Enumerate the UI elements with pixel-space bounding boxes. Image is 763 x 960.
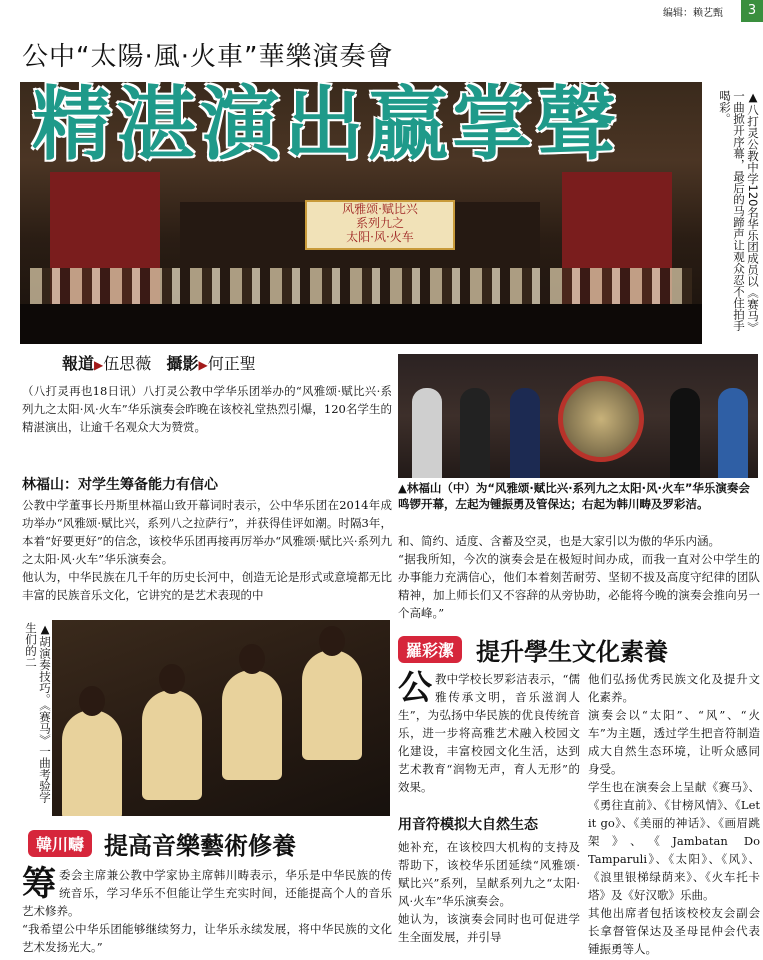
- lead-paragraph: （八打灵再也18日讯）八打灵公教中学华乐团举办的“风雅颂·赋比兴·系列九之太阳·风·火车”华乐演奏会昨晚在该校礼堂热烈引爆，120名学生的精湛演出，让逾千名观众大为赞赏。: [22, 384, 392, 434]
- sectionB-body2: [398, 838, 580, 946]
- gong: [558, 376, 644, 462]
- section1-body: [22, 496, 392, 604]
- sectionA-p2: “我希望公中华乐团能够继续努力，让华乐永续发展，将中华民族的文化艺术发扬光大。”: [22, 922, 392, 954]
- musician-head: [159, 664, 185, 694]
- musician: [222, 670, 282, 780]
- reporter-name: 伍思薇: [103, 354, 152, 373]
- sectionA-title: 提高音樂藝術修養: [104, 832, 297, 860]
- subhead-section1: 林福山：对学生筹备能力有信心: [22, 477, 218, 493]
- gong-caption: ▲林福山（中）为“风雅颂·赋比兴·系列九之太阳·风·火车”华乐演奏会鸣锣开幕，左起为锺振勇及管保达；右起为韩川畴及罗彩洁。: [398, 481, 750, 511]
- musician: [142, 690, 202, 800]
- sectionB-p3: 她认为，该演奏会同时也可促进学生全面发展，并引导: [398, 912, 580, 944]
- musician-head: [239, 644, 265, 674]
- sectionB-dropcap: 公: [398, 668, 432, 708]
- musician-head: [319, 626, 345, 656]
- musician: [302, 650, 362, 760]
- section1-p2: 他认为，中华民族在几千年的历史长河中，创造无论是形式或意境都无比丰富的民族音乐文化，它讲究的是艺术表现的中: [22, 570, 392, 602]
- sectionA-dropcap: 筹: [22, 864, 56, 904]
- sectionB-body: [398, 670, 580, 796]
- person: [460, 388, 490, 478]
- sectionB-title: 提升學生文化素養: [476, 638, 669, 666]
- sectionA-heading: [28, 826, 296, 861]
- section1-p1: 公教中学董事长丹斯里林福山致开幕词时表示，公中华乐团在2014年成功举办“风雅颂·赋比兴，系列八之拉萨行”，并获得佳评如潮。时隔3年，本着“好要更好”的信念，该校华乐团再接再厉举办“风雅颂·赋比兴·系列九之太阳·风·火车”华乐演奏会。: [22, 498, 392, 566]
- report-label: 報道: [62, 354, 95, 373]
- sectionB-p1: 教中学校长罗彩洁表示，“儒雅传承文明，音乐滋润人生”，为弘扬中华民族的优良传统音乐，进一步将高雅艺术融入校园文化建设，丰富校园文化生活，达到艺术教育“润物无声，育人无形”的效果。: [398, 672, 580, 794]
- sectionB-subhead: 用音符模拟大自然生态: [398, 817, 538, 833]
- stage-floor: [20, 304, 702, 344]
- page-number: 3: [741, 0, 763, 22]
- editor-credit: 编辑：赖艺甄: [663, 8, 723, 19]
- sectionA-name: 韓川疇: [28, 830, 92, 857]
- sectionB-name: 羅彩潔: [398, 636, 462, 663]
- headline: 精湛演出赢掌聲: [32, 78, 620, 171]
- stage-banner-line1: 风雅颂·赋比兴: [342, 202, 418, 216]
- gong-photo: [398, 354, 758, 478]
- photographer-name: 何正聖: [207, 354, 256, 373]
- sectionA-p1: 委会主席兼公教中学家协主席韩川畴表示，华乐是中华民族的传统音乐，学习华乐不但能让学生充实时间，还能提高个人的音乐艺术修养。: [22, 868, 392, 918]
- person: [510, 388, 540, 478]
- sectionA-body: [22, 866, 392, 956]
- kicker-title: 公中“太陽·風·火車”華樂演奏會: [22, 42, 394, 72]
- person: [670, 388, 700, 478]
- sectionB-heading: [398, 632, 668, 667]
- arrow-icon: ▶: [198, 358, 208, 372]
- person: [412, 388, 442, 478]
- musician-photo: [52, 620, 390, 816]
- person: [718, 388, 748, 478]
- arrow-icon: ▶: [94, 358, 104, 372]
- stage-banner-line3: 太阳·风·火车: [346, 230, 414, 244]
- stage-banner: [305, 200, 455, 250]
- musician-caption: ▲胡演奏技巧。《赛马》一曲考验学生们的二: [24, 622, 52, 803]
- byline: [62, 351, 256, 374]
- stage-banner-line2: 系列九之: [355, 216, 404, 230]
- photo-label: 攝影: [166, 354, 199, 373]
- musician-head: [79, 686, 105, 716]
- sectionB-p2: 她补充，在该校四大机构的支持及帮助下，该校华乐团延续“风雅颂·赋比兴”系列，呈献系列九之“太阳·风·火车”华乐演奏会。: [398, 840, 580, 908]
- musician: [62, 710, 122, 816]
- sectionB-right-column: 他们弘扬优秀民族文化及提升文化素养。 演奏会以“太阳”、“风”、“火车”为主题，透过学生把音符制造成大自然生态环境，让听众感同身受。 学生也在演奏会上呈献《赛马》、《勇往直前》、《甘榜风情》、《Let it go》、《美丽的神话》、《画眉跳架》、《Jambatan Do Tamparuli》、《太阳》、《风》、《浪里银梯绿荫来》、《火车托卡塔》及《好汉歌》乐曲。 其他出席者包括该校校友会副会长拿督管保达及圣母昆仲会代表锺振勇等人。: [588, 672, 760, 956]
- column-right-top: 和、简约、适度、含蓄及空灵，也是大家引以为傲的华乐内涵。 “据我所知，今次的演奏会是在极短时间办成，而我一直对公中学生的办事能力充满信心，他们本着刻苦耐劳、坚韧不拔及高度守纪律的团队精神，加上师长们又不容辞的从旁协助，必能将今晚的演奏会推向另一个高峰。”: [398, 534, 760, 620]
- hero-caption: ▲八打灵公教中学120名华乐团成员以《赛马》一曲掀开序幕，最后的马蹄声让观众忍不住拍手喝彩。: [718, 90, 760, 333]
